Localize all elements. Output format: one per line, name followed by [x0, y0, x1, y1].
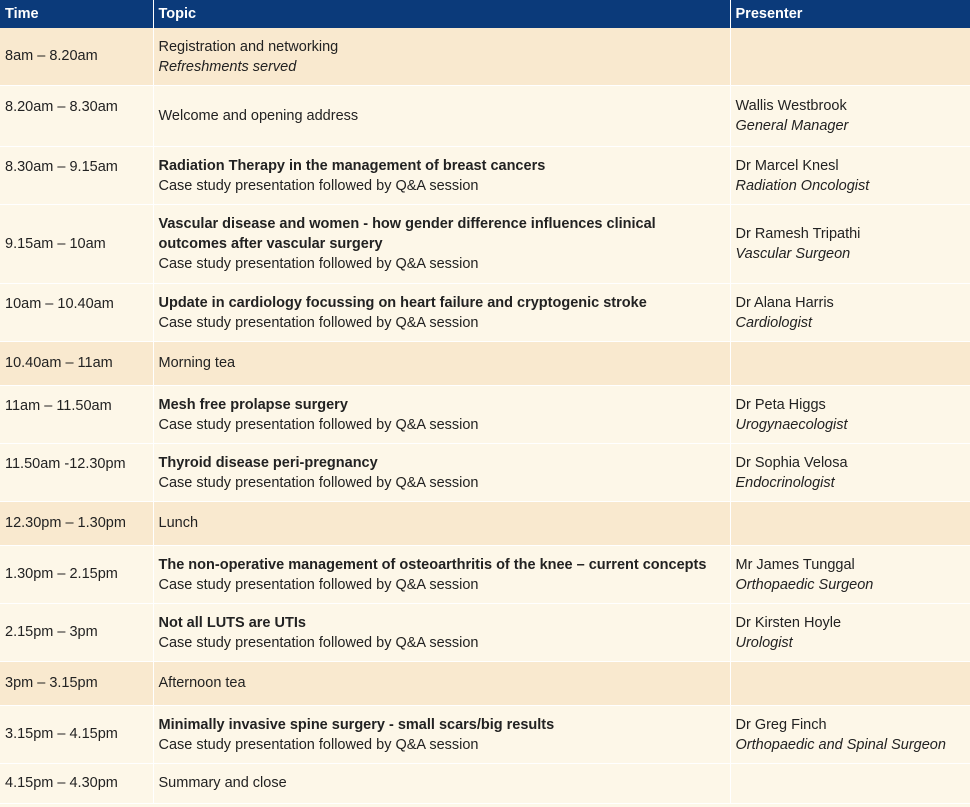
session-text: Lunch: [158, 515, 199, 531]
presenter-name: Dr Alana Harris: [735, 294, 834, 311]
presenter-role: Orthopaedic Surgeon: [735, 576, 874, 593]
agenda-row: [0, 705, 970, 763]
time-cell: 11.50am -12.30pm: [0, 443, 153, 501]
session-text: Welcome and opening address: [158, 107, 359, 124]
session-title: Radiation Therapy in the management of breast cancers: [158, 157, 546, 174]
session-text: Morning tea: [158, 355, 236, 371]
agenda-row: [0, 146, 970, 204]
topic-cell: [153, 341, 730, 385]
time-cell: 1.30pm – 2.15pm: [0, 545, 153, 603]
topic-cell: [153, 204, 730, 283]
presenter-name: Dr Kirsten Hoyle: [735, 614, 842, 631]
agenda-row: [0, 661, 970, 705]
time-cell: 3pm – 3.15pm: [0, 661, 153, 705]
session-subtext: Case study presentation followed by Q&A session: [158, 634, 479, 651]
header-time: Time: [0, 0, 153, 28]
presenter-cell: [730, 283, 970, 341]
presenter-role: Vascular Surgeon: [735, 245, 851, 262]
time-cell: 8.20am – 8.30am: [0, 85, 153, 146]
session-text: Summary and close: [158, 775, 287, 791]
time-cell: 3.15pm – 4.15pm: [0, 705, 153, 763]
presenter-cell: [730, 146, 970, 204]
session-subtext: Case study presentation followed by Q&A session: [158, 416, 479, 433]
session-title: Not all LUTS are UTIs: [158, 614, 306, 631]
time-cell: 4.15pm – 4.30pm: [0, 763, 153, 803]
presenter-role: Urogynaecologist: [735, 416, 848, 433]
topic-cell: [153, 603, 730, 661]
presenter-name: Dr Marcel Knesl: [735, 157, 839, 174]
presenter-cell: [730, 443, 970, 501]
presenter-cell: [730, 501, 970, 545]
presenter-name: Wallis Westbrook: [735, 97, 847, 114]
header-topic: Topic: [153, 0, 730, 28]
presenter-role: Endocrinologist: [735, 474, 835, 491]
agenda-row: [0, 501, 970, 545]
presenter-cell: [730, 545, 970, 603]
session-title: Mesh free prolapse surgery: [158, 396, 348, 413]
presenter-cell: [730, 85, 970, 146]
time-cell: 2.15pm – 3pm: [0, 603, 153, 661]
session-subtext: Case study presentation followed by Q&A session: [158, 474, 479, 491]
topic-cell: [153, 443, 730, 501]
presenter-name: Dr Greg Finch: [735, 716, 827, 733]
topic-cell: [153, 28, 730, 85]
session-title: Thyroid disease peri-pregnancy: [158, 454, 378, 471]
agenda-row: [0, 85, 970, 146]
agenda-row: [0, 443, 970, 501]
session-subtext: Case study presentation followed by Q&A session: [158, 314, 479, 331]
agenda-body: [0, 28, 970, 803]
presenter-name: Dr Sophia Velosa: [735, 454, 848, 471]
presenter-role: General Manager: [735, 117, 849, 134]
topic-cell: [153, 705, 730, 763]
time-cell: 8.30am – 9.15am: [0, 146, 153, 204]
topic-cell: [153, 545, 730, 603]
topic-cell: [153, 283, 730, 341]
topic-cell: [153, 385, 730, 443]
agenda-row: [0, 28, 970, 85]
presenter-name: Dr Peta Higgs: [735, 396, 826, 413]
agenda-row: [0, 763, 970, 803]
header-presenter: Presenter: [730, 0, 970, 28]
presenter-cell: [730, 603, 970, 661]
topic-cell: [153, 501, 730, 545]
presenter-role: Radiation Oncologist: [735, 177, 870, 194]
topic-cell: [153, 763, 730, 803]
presenter-cell: [730, 763, 970, 803]
agenda-row: [0, 204, 970, 283]
session-title: Update in cardiology focussing on heart failure and cryptogenic stroke: [158, 294, 647, 311]
header-row: [0, 0, 970, 28]
time-cell: 12.30pm – 1.30pm: [0, 501, 153, 545]
session-text: Afternoon tea: [158, 675, 246, 691]
topic-cell: [153, 85, 730, 146]
time-cell: 9.15am – 10am: [0, 204, 153, 283]
agenda-row: [0, 341, 970, 385]
session-text: Registration and networking: [158, 39, 339, 55]
session-subtext: Case study presentation followed by Q&A session: [158, 576, 479, 593]
presenter-cell: [730, 204, 970, 283]
topic-cell: [153, 661, 730, 705]
presenter-role: Cardiologist: [735, 314, 813, 331]
presenter-cell: [730, 341, 970, 385]
presenter-role: Urologist: [735, 634, 793, 651]
agenda-row: [0, 545, 970, 603]
session-subtext: Case study presentation followed by Q&A session: [158, 255, 479, 272]
time-cell: 10am – 10.40am: [0, 283, 153, 341]
agenda-row: [0, 283, 970, 341]
presenter-name: Dr Ramesh Tripathi: [735, 225, 861, 242]
session-subtext: Case study presentation followed by Q&A session: [158, 177, 479, 194]
presenter-role: Orthopaedic and Spinal Surgeon: [735, 736, 946, 753]
topic-cell: [153, 146, 730, 204]
presenter-name: Mr James Tunggal: [735, 556, 855, 573]
agenda-row: [0, 603, 970, 661]
session-subtext: Case study presentation followed by Q&A session: [158, 736, 479, 753]
presenter-cell: [730, 705, 970, 763]
time-cell: 8am – 8.20am: [0, 28, 153, 85]
session-title: Minimally invasive spine surgery - small scars/big results: [158, 716, 555, 733]
agenda-row: [0, 385, 970, 443]
time-cell: 11am – 11.50am: [0, 385, 153, 443]
session-subtext: Refreshments served: [158, 59, 297, 75]
time-cell: 10.40am – 11am: [0, 341, 153, 385]
presenter-cell: [730, 385, 970, 443]
presenter-cell: [730, 661, 970, 705]
session-title: The non-operative management of osteoarthritis of the knee – current concepts: [158, 556, 707, 573]
agenda-header: [0, 0, 970, 28]
presenter-cell: [730, 28, 970, 85]
session-title: Vascular disease and women - how gender difference influences clinical outcomes after vascular surgery: [158, 215, 656, 252]
